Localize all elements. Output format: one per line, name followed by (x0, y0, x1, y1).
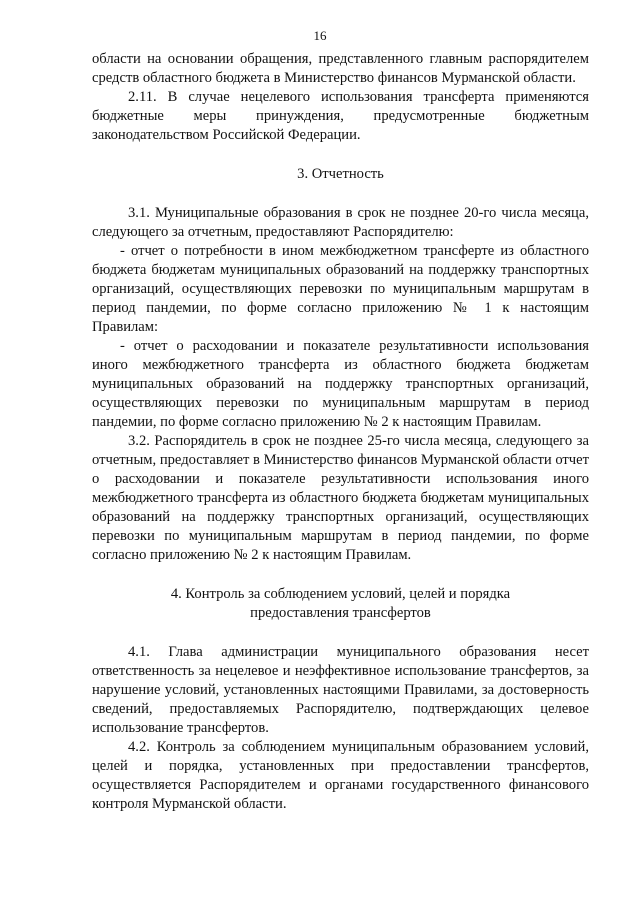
document-body (92, 50, 589, 814)
section-4-heading-line-1: 4. Контроль за соблюдением условий, целей и порядка (170, 586, 511, 602)
paragraph-3-1-item-2: - отчет о расходовании и показателе результативности использования иного межбюджетного трансферта из областного бюджета бюджетам муниципальных образований на поддержку транспортных организаций, осуществляющих перевозки по муниципальным маршрутам в период пандемии, по форме согласно приложению № 2 к настоящим Правилам. (92, 338, 589, 430)
paragraph-3-2: 3.2. Распорядитель в срок не позднее 25-го числа месяца, следующего за отчетным, предоставляет в Министерство финансов Мурманской области отчет о расходовании и показателе результативности использования иного межбюджетного трансферта из областного бюджета бюджетам муниципальных образований на поддержку транспортных организаций, осуществляющих перевозки по муниципальным маршрутам в период пандемии, по форме согласно приложению № 2 к настоящим Правилам. (92, 433, 589, 563)
paragraph-3-1: 3.1. Муниципальные образования в срок не позднее 20-го числа месяца, следующего за отчетным, предоставляют Распорядителю: (92, 205, 589, 240)
section-3-heading: 3. Отчетность (297, 166, 384, 182)
paragraph-continuation: области на основании обращения, представленного главным распорядителем средств областного бюджета в Министерство финансов Мурманской области. (92, 51, 589, 86)
paragraph-3-1-item-1: - отчет о потребности в ином межбюджетном трансферте из областного бюджета бюджетам муниципальных образований на поддержку транспортных организаций, осуществляющих перевозки по муниципальным маршрутам в период пандемии, по форме согласно приложению № 1 к настоящим Правилам: (92, 243, 589, 335)
section-4-heading (92, 585, 589, 623)
paragraph-4-2: 4.2. Контроль за соблюдением муниципальным образованием условий, целей и порядка, установленных при предоставлении трансфертов, осуществляется Распорядителем и органами государственного финансового контроля Мурманской области. (92, 739, 589, 812)
page-number: 16 (313, 28, 327, 43)
section-4-heading-line-2: предоставления трансфертов (250, 605, 431, 621)
paragraph-2-11: 2.11. В случае нецелевого использования трансферта применяются бюджетные меры принуждения, предусмотренные бюджетным законодательством Российской Федерации. (92, 89, 589, 143)
paragraph-4-1: 4.1. Глава администрации муниципального образования несет ответственность за нецелевое и неэффективное использование трансфертов, за нарушение условий, установленных настоящими Правилами, за достоверность сведений, предоставляемых Распорядителю, подтверждающих целевое использование трансфертов. (92, 644, 589, 736)
